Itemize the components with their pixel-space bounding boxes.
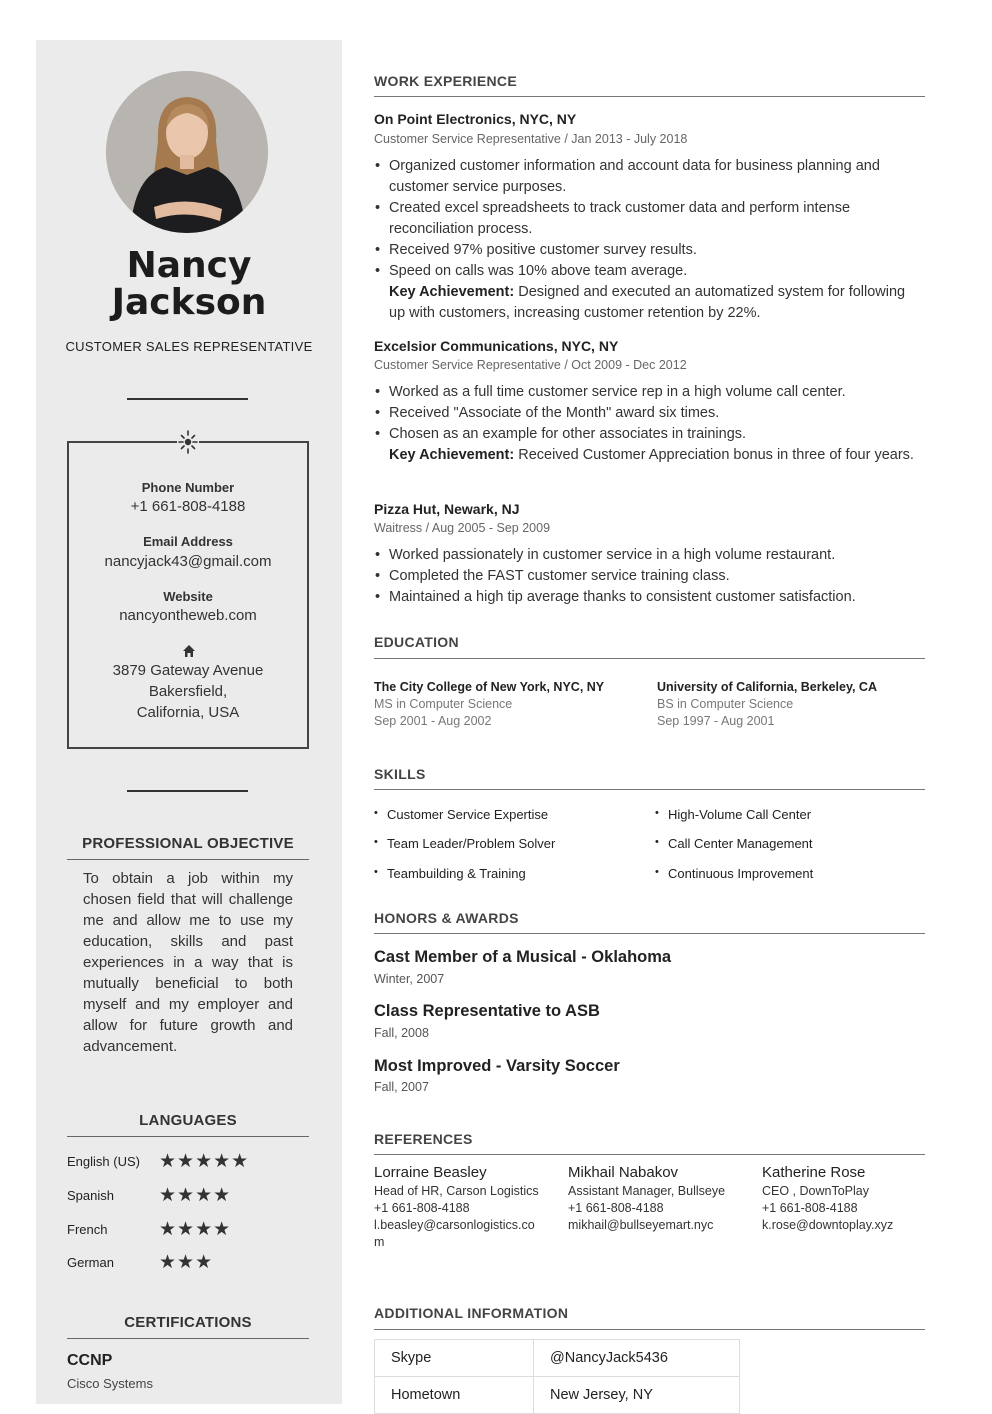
list-item: • Worked as a full time customer service rep in a high volume call center. [389,382,925,403]
language-name: English (US) [67,1154,140,1169]
profile-title: CUSTOMER SALES REPRESENTATIVE [65,339,313,354]
section-rule [67,1338,309,1339]
job-bullets [374,382,925,445]
job-company: On Point Electronics, NYC, NY [374,111,577,127]
section-rule [374,1329,925,1330]
certification-name: CCNP [67,1352,113,1369]
first-name: Nancy [126,245,252,286]
section-rule [67,859,309,860]
ref-position: CEO , DownToPlay [762,1184,869,1198]
references-heading: REFERENCES [374,1131,473,1147]
key-achievement [389,282,925,324]
list-item: • Worked passionately in customer service in a high volume restaurant. [389,545,925,566]
honors-heading: HONORS & AWARDS [374,910,519,926]
ref-email[interactable]: l.beasley@carsonlogistics.com [374,1218,535,1249]
email-label: Email Address [143,534,233,549]
certifications-heading: CERTIFICATIONS [124,1314,252,1331]
edu-school: The City College of New York, NYC, NY [374,680,605,694]
reference-item [568,1163,733,1234]
list-item: • Received 97% positive customer survey results. [389,240,925,261]
award-title: Most Improved - Varsity Soccer [374,1057,620,1075]
language-row [67,1186,309,1206]
skills-heading: SKILLS [374,766,426,782]
info-key: Hometown [375,1377,534,1414]
address-line-3: California, USA [136,704,240,721]
sun-icon [177,429,199,455]
divider [127,398,248,400]
star-rating-icon: ★★★ [159,1251,214,1273]
contact-box [67,441,309,749]
job-role: Customer Service Representative / Oct 2009 - Dec 2012 [374,358,687,372]
skill-item: • Continuous Improvement [655,866,813,881]
additional-info-table [374,1339,740,1414]
ref-position: Head of HR, Carson Logistics [374,1184,539,1198]
skill-item: • Call Center Management [655,836,813,851]
ref-phone: +1 661-808-4188 [568,1201,664,1215]
table-row [375,1377,740,1414]
home-icon [182,644,196,658]
reference-item [762,1163,927,1234]
award-title: Cast Member of a Musical - Oklahoma [374,948,672,966]
job-role: Customer Service Representative / Jan 2013 - July 2018 [374,132,688,146]
ref-phone: +1 661-808-4188 [762,1201,858,1215]
edu-dates: Sep 1997 - Aug 2001 [657,714,775,728]
portrait-image [106,71,268,233]
main-content [374,0,925,1404]
achievement-text: Designed and executed an automatized system for following up with customers, increasing customer retention by 22%. [389,284,906,321]
education-item [657,679,927,730]
table-row [375,1340,740,1377]
last-name: Jackson [111,282,267,323]
sidebar [36,40,342,1404]
key-achievement [389,445,925,466]
star-rating-icon: ★★★★ [159,1218,232,1240]
edu-school: University of California, Berkeley, CA [657,680,877,694]
profile-photo [106,71,268,233]
award-title: Class Representative to ASB [374,1002,600,1020]
info-value: @NancyJack5436 [534,1340,740,1377]
additional-heading: ADDITIONAL INFORMATION [374,1305,569,1321]
work-heading: WORK EXPERIENCE [374,73,517,89]
certification-org: Cisco Systems [67,1376,153,1391]
skill-item: • High-Volume Call Center [655,807,811,822]
ref-name: Mikhail Nabakov [568,1164,679,1181]
list-item: • Speed on calls was 10% above team average. [389,261,925,282]
edu-dates: Sep 2001 - Aug 2002 [374,714,492,728]
edu-degree: MS in Computer Science [374,697,513,711]
phone-label: Phone Number [141,480,235,495]
language-row [67,1220,309,1240]
education-heading: EDUCATION [374,634,459,650]
award-date: Winter, 2007 [374,972,445,986]
section-rule [374,933,925,934]
award-date: Fall, 2008 [374,1026,429,1040]
skill-item: • Teambuilding & Training [374,866,526,881]
info-value: New Jersey, NY [534,1377,740,1414]
phone-value: +1 661-808-4188 [130,498,246,515]
edu-degree: BS in Computer Science [657,697,794,711]
job-company: Excelsior Communications, NYC, NY [374,338,619,354]
divider [127,790,248,792]
list-item: • Organized customer information and account data for business planning and customer service purposes. [389,156,925,198]
info-key: Skype [375,1340,534,1377]
job-bullets [374,156,925,282]
section-rule [374,658,925,659]
ref-email[interactable]: k.rose@downtoplay.xyz [762,1218,894,1232]
website-value: nancyontheweb.com [119,607,257,624]
section-rule [67,1136,309,1137]
job-bullets [374,545,925,608]
section-rule [374,96,925,97]
star-rating-icon: ★★★★ [159,1184,232,1206]
list-item: • Maintained a high tip average thanks to consistent customer satisfaction. [389,587,925,608]
address-line-1: 3879 Gateway Avenue [112,662,264,679]
list-item: • Chosen as an example for other associates in trainings. [389,424,925,445]
website-label: Website [163,589,213,604]
ref-email[interactable]: mikhail@bullseyemart.nyc [568,1218,714,1232]
languages-heading: LANGUAGES [139,1112,237,1129]
ref-phone: +1 661-808-4188 [374,1201,470,1215]
language-name: Spanish [67,1188,114,1203]
star-rating-icon: ★★★★★ [159,1150,250,1172]
ref-position: Assistant Manager, Bullseye [568,1184,726,1198]
list-item: • Completed the FAST customer service training class. [389,566,925,587]
objective-heading: PROFESSIONAL OBJECTIVE [82,835,294,852]
education-item [374,679,644,730]
skill-item: • Customer Service Expertise [374,807,548,822]
section-rule [374,789,925,790]
achievement-label: Key Achievement: [389,447,515,463]
profile-name [36,247,342,321]
language-name: French [67,1222,108,1237]
list-item: • Received "Associate of the Month" award six times. [389,403,925,424]
reference-item [374,1163,539,1251]
achievement-text: Received Customer Appreciation bonus in three of four years. [518,447,914,463]
job-role: Waitress / Aug 2005 - Sep 2009 [374,521,551,535]
objective-text: To obtain a job within my chosen field that will challenge me and allow me to use my education, skills and past experiences in a way that is mutually beneficial to both myself and my employer and allow for future growth and advancement. [83,870,293,1055]
language-name: German [67,1255,114,1270]
skill-item: • Team Leader/Problem Solver [374,836,555,851]
ref-name: Katherine Rose [762,1164,866,1181]
email-value: nancyjack43@gmail.com [104,553,272,570]
ref-name: Lorraine Beasley [374,1164,487,1181]
award-date: Fall, 2007 [374,1080,429,1094]
language-row [67,1152,309,1172]
section-rule [374,1154,925,1155]
address-line-2: Bakersfield, [148,683,228,700]
achievement-label: Key Achievement: [389,284,515,300]
job-company: Pizza Hut, Newark, NJ [374,501,520,517]
list-item: • Created excel spreadsheets to track customer data and perform intense reconciliation process. [389,198,925,240]
language-row [67,1253,309,1273]
